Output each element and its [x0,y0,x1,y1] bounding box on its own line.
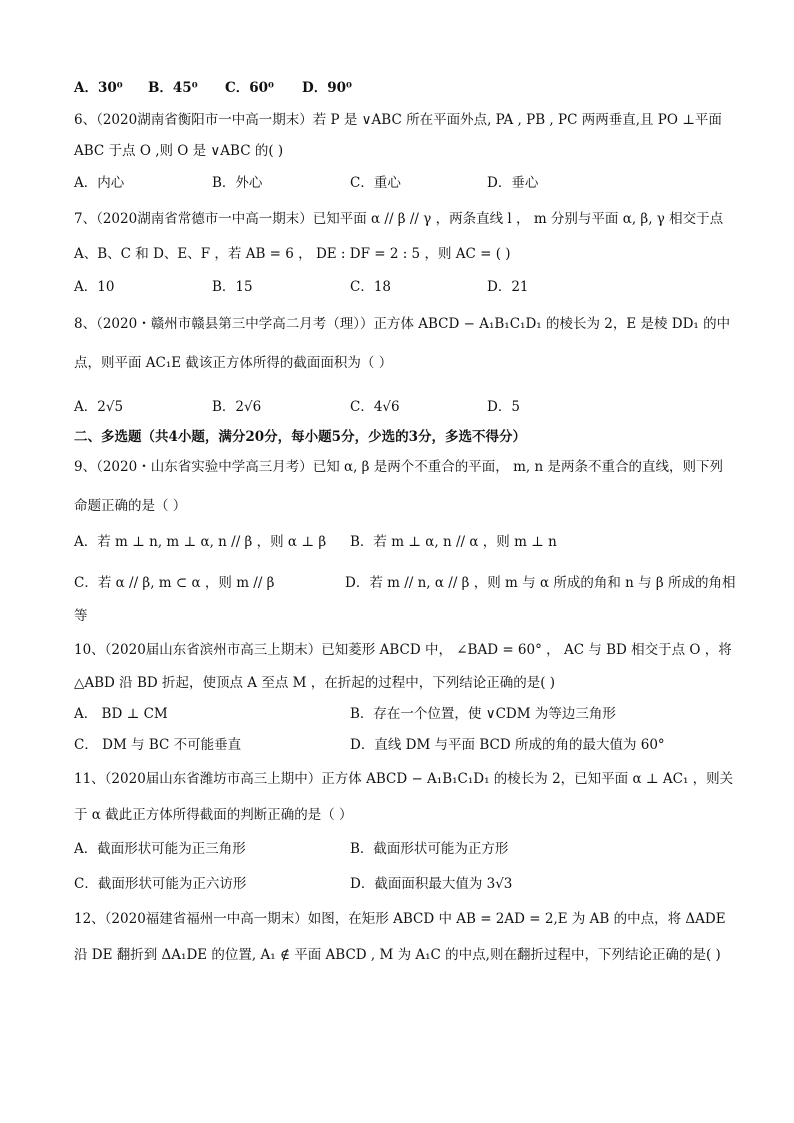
q5-option-b: B．45⁰ [148,80,198,96]
q7-option-b: B．15 [212,279,253,295]
q9-option-c: C．若 α // β, m ⊂ α ，则 m // β [74,575,275,591]
q8-option-a: A．2√5 [74,399,124,415]
q11-option-d: D．截面面积最大值为 3√3 [350,876,513,892]
q11-stem-line1: 11、（2020届山东省潍坊市高三上期中）正方体 ABCD − A₁B₁C₁D₁ 的棱长为 2，已知平面 α ⊥ AC₁ ，则关 [74,771,734,787]
q6-stem-line1: 6、（2020湖南省衡阳市一中高一期末）若 P 是 ∨ABC 所在平面外点, PA , PB , PC 两两垂直,且 PO ⊥平面 [74,112,722,128]
q5-option-c: C．60⁰ [225,80,274,96]
q11-option-a: A．截面形状可能为正三角形 [74,841,246,857]
q12-stem-line1: 12、（2020福建省福州一中高一期末）如图，在矩形 ABCD 中 AB = 2AD = 2,E 为 AB 的中点，将 ΔADE [74,911,726,927]
q9-option-b: B．若 m ⊥ α, n // α ，则 m ⊥ n [350,534,557,550]
q8-option-c: C．4√6 [350,399,400,415]
q6-option-d: D．垂心 [487,175,539,191]
q10-stem-line1: 10、（2020届山东省滨州市高三上期末）已知菱形 ABCD 中， ∠BAD = 60° ， AC 与 BD 相交于点 O ，将 [74,642,732,658]
q9-option-d-line1: D．若 m // n, α // β ，则 m 与 α 所成的角和 n 与 β 所成的角相 [345,575,736,591]
q9-stem-line1: 9、（2020・山东省实验中学高三月考）已知 α, β 是两个不重合的平面， m, n 是两条不重合的直线，则下列 [74,459,723,475]
q10-option-d: D．直线 DM 与平面 BCD 所成的角的最大值为 60° [350,737,665,753]
q12-stem-line2: 沿 DE 翻折到 ΔA₁DE 的位置, A₁ ∉ 平面 ABCD , M 为 A₁C 的中点,则在翻折过程中，下列结论正确的是( ) [74,947,721,963]
q6-option-c: C．重心 [350,175,401,191]
q11-stem-line2: 于 α 截此正方体所得截面的判断正确的是（ ） [74,807,353,823]
q5-option-d: D．90⁰ [302,80,352,96]
q9-stem-line2: 命题正确的是（ ） [74,498,187,514]
q8-option-b: B．2√6 [212,399,262,415]
q10-stem-line2: △ABD 沿 BD 折起，使顶点 A 至点 M ，在折起的过程中，下列结论正确的是( ) [74,675,556,691]
q7-option-c: C．18 [350,279,392,295]
q10-option-b: B．存在一个位置，使 ∨CDM 为等边三角形 [350,706,616,722]
q10-option-c: C． DM 与 BC 不可能垂直 [74,737,242,753]
q7-option-a: A．10 [74,279,115,295]
q7-stem-line2: A、B、C 和 D、E、F ，若 AB = 6 ， DE : DF = 2 : 5 ，则 AC = ( ) [74,246,511,262]
q8-option-d: D．5 [487,399,520,415]
q8-stem-line2: 点，则平面 AC₁E 截该正方体所得的截面面积为（ ） [74,355,393,371]
q7-option-d: D．21 [487,279,529,295]
q8-stem-line1: 8、（2020・赣州市赣县第三中学高二月考（理））正方体 ABCD − A₁B₁C₁D₁ 的棱长为 2，E 是棱 DD₁ 的中 [74,316,731,332]
q5-option-a: A．30⁰ [74,80,123,96]
q7-stem-line1: 7、（2020湖南省常德市一中高一期末）已知平面 α // β // γ ，两条直线 l ， m 分别与平面 α, β, γ 相交于点 [74,211,724,227]
q11-option-b: B．截面形状可能为正方形 [350,841,509,857]
q10-option-a: A． BD ⊥ CM [74,706,168,722]
section-2-heading: 二、多选题（共4小题，满分20分，每小题5分，少选的3分，多选不得分） [74,429,526,445]
q11-option-c: C．截面形状可能为正六访形 [74,876,247,892]
q6-stem-line2: ABC 于点 O ,则 O 是 ∨ABC 的( ) [74,143,284,159]
q9-option-d-line2: 等 [74,608,88,624]
q6-option-b: B．外心 [212,175,263,191]
q6-option-a: A．内心 [74,175,125,191]
q9-option-a: A．若 m ⊥ n, m ⊥ α, n // β ，则 α ⊥ β [74,534,327,550]
